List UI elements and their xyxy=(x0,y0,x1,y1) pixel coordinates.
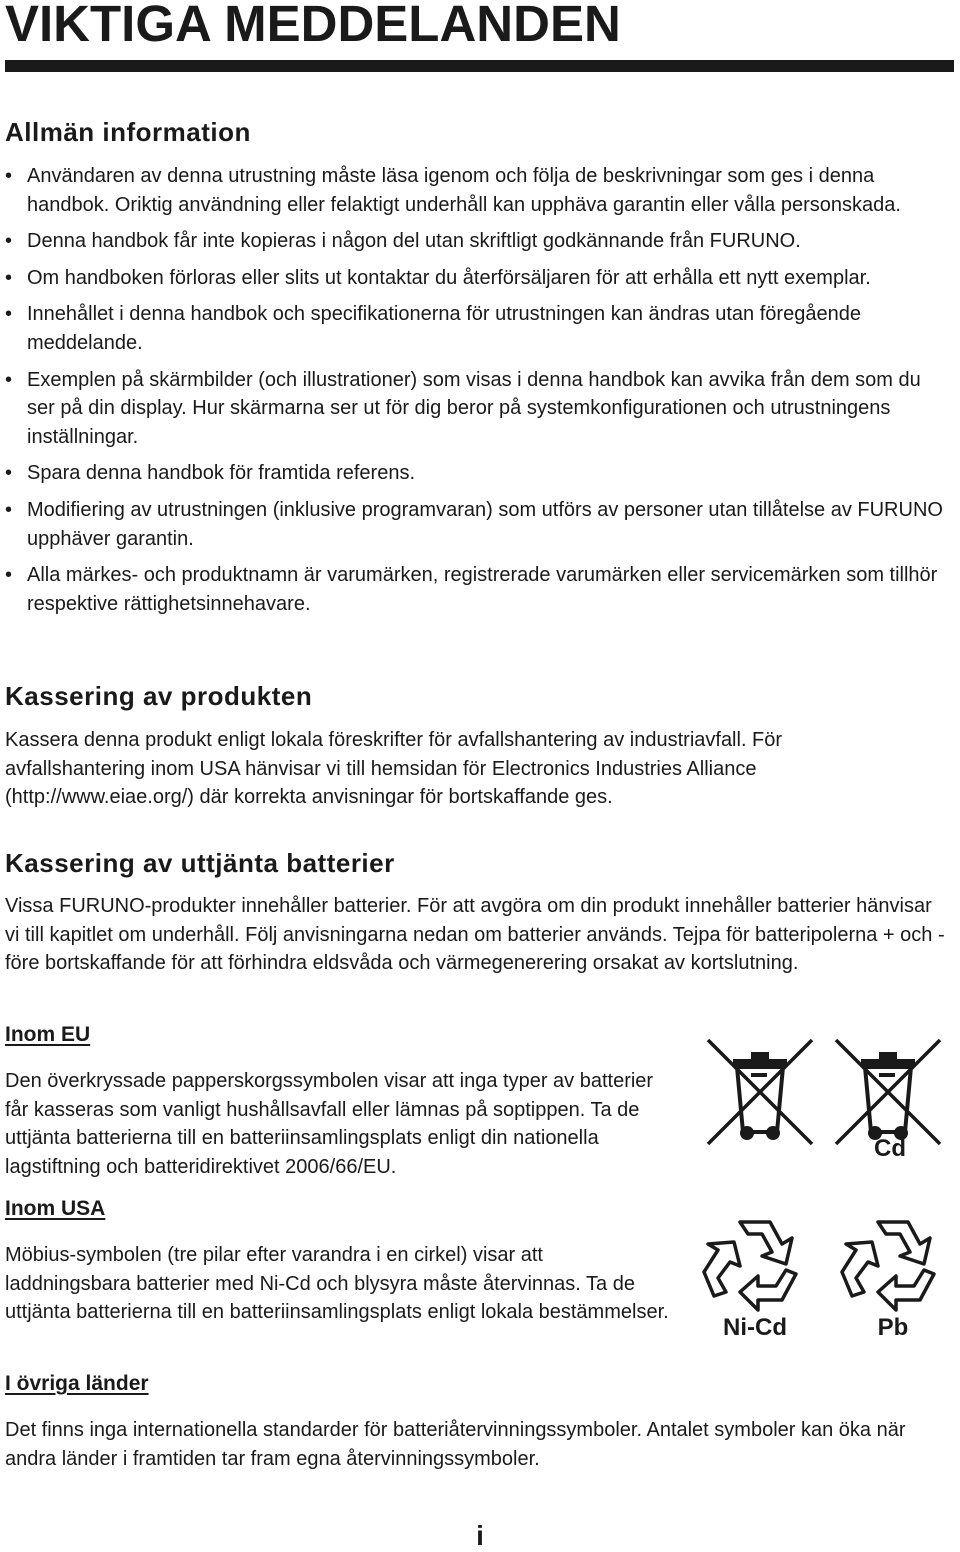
recycle-icon xyxy=(838,1212,948,1312)
heading-batteries: Kassering av uttjänta batterier xyxy=(5,848,395,878)
pb-label: Pb xyxy=(877,1314,909,1341)
other-text: Det finns inga internationella standarder för batteriåtervinningssymboler. Antalet symboler kan öka när andra länder i framtiden tar fram egna återvinningssymboler. xyxy=(5,1419,906,1470)
heading-general: Allmän information xyxy=(5,117,251,147)
list-item: • Användaren av denna utrustning måste läsa igenom och följa de beskrivningar som ges i denna handbok. Oriktig användning eller felaktigt underhåll kan upphäva garantin eller vålla personskada. xyxy=(5,162,950,219)
heading-eu: Inom EU xyxy=(5,1023,91,1046)
crossed-bin-icon xyxy=(705,1037,815,1147)
general-bullet-list xyxy=(5,162,950,626)
heading-usa: Inom USA xyxy=(5,1197,106,1220)
heading-disposal: Kassering av produkten xyxy=(5,681,313,711)
heading-other: I övriga länder xyxy=(5,1372,149,1395)
page-number: i xyxy=(476,1520,484,1551)
crossed-bin-icon xyxy=(833,1037,943,1147)
list-item: • Om handboken förloras eller slits ut kontaktar du återförsäljaren för att erhålla ett nytt exemplar. xyxy=(5,264,950,293)
list-item: • Spara denna handbok för framtida referens. xyxy=(5,459,950,488)
list-item: • Exemplen på skärmbilder (och illustrationer) som visas i denna handbok kan avvika från dem som du ser på din display. Hur skärmarna ser ut för dig beror på systemkonfigurationen och utrustningens inställningar. xyxy=(5,366,950,452)
list-item: • Alla märkes- och produktnamn är varumärken, registrerade varumärken eller servicemärken som tillhör respektive rättighetsinnehavare. xyxy=(5,561,950,618)
eu-text: Den överkryssade papperskorgssymbolen visar att inga typer av batterier får kasseras som vanligt hushållsavfall eller lämnas på soptippen. Ta de uttjänta batterierna till en batteriinsamlingsplats enligt din nationella lagstiftning och batteridirektivet 2006/66/EU. xyxy=(5,1070,654,1178)
disposal-text: Kassera denna produkt enligt lokala föreskrifter för avfallshantering av industriavfall. För avfallshantering inom USA hänvisar vi till hemsidan för Electronics Industries Alliance (http://www.eiae.org/) där korrekta anvisningar för bortskaffande ges. xyxy=(5,729,783,809)
cd-label: Cd xyxy=(874,1135,906,1162)
recycle-icon xyxy=(700,1212,810,1312)
page-title: VIKTIGA MEDDELANDEN xyxy=(5,0,621,52)
list-item: • Modifiering av utrustningen (inklusive programvaran) som utförs av personer utan tillåtelse av FURUNO upphäver garantin. xyxy=(5,496,950,553)
title-rule xyxy=(5,60,954,72)
list-item: • Denna handbok får inte kopieras i någon del utan skriftligt godkännande från FURUNO. xyxy=(5,227,950,256)
batteries-text: Vissa FURUNO-produkter innehåller batterier. För att avgöra om din produkt innehåller batterier hänvisar vi till kapitlet om underhåll. Följ anvisningarna nedan om batterier används. Tejpa för batteripolerna + och - före bortskaffande för att förhindra eldsvåda och värmegenerering orsakat av kortslutning. xyxy=(5,895,945,975)
nicd-label: Ni-Cd xyxy=(723,1314,787,1341)
usa-text: Möbius-symbolen (tre pilar efter varandra i en cirkel) visar att laddningsbara batterier med Ni-Cd och blysyra måste återvinnas. Ta de uttjänta batterierna till en batteriinsamlingsplats enligt lokala bestämmelser. xyxy=(5,1244,669,1324)
list-item: • Innehållet i denna handbok och specifikationerna för utrustningen kan ändras utan föregående meddelande. xyxy=(5,300,950,357)
